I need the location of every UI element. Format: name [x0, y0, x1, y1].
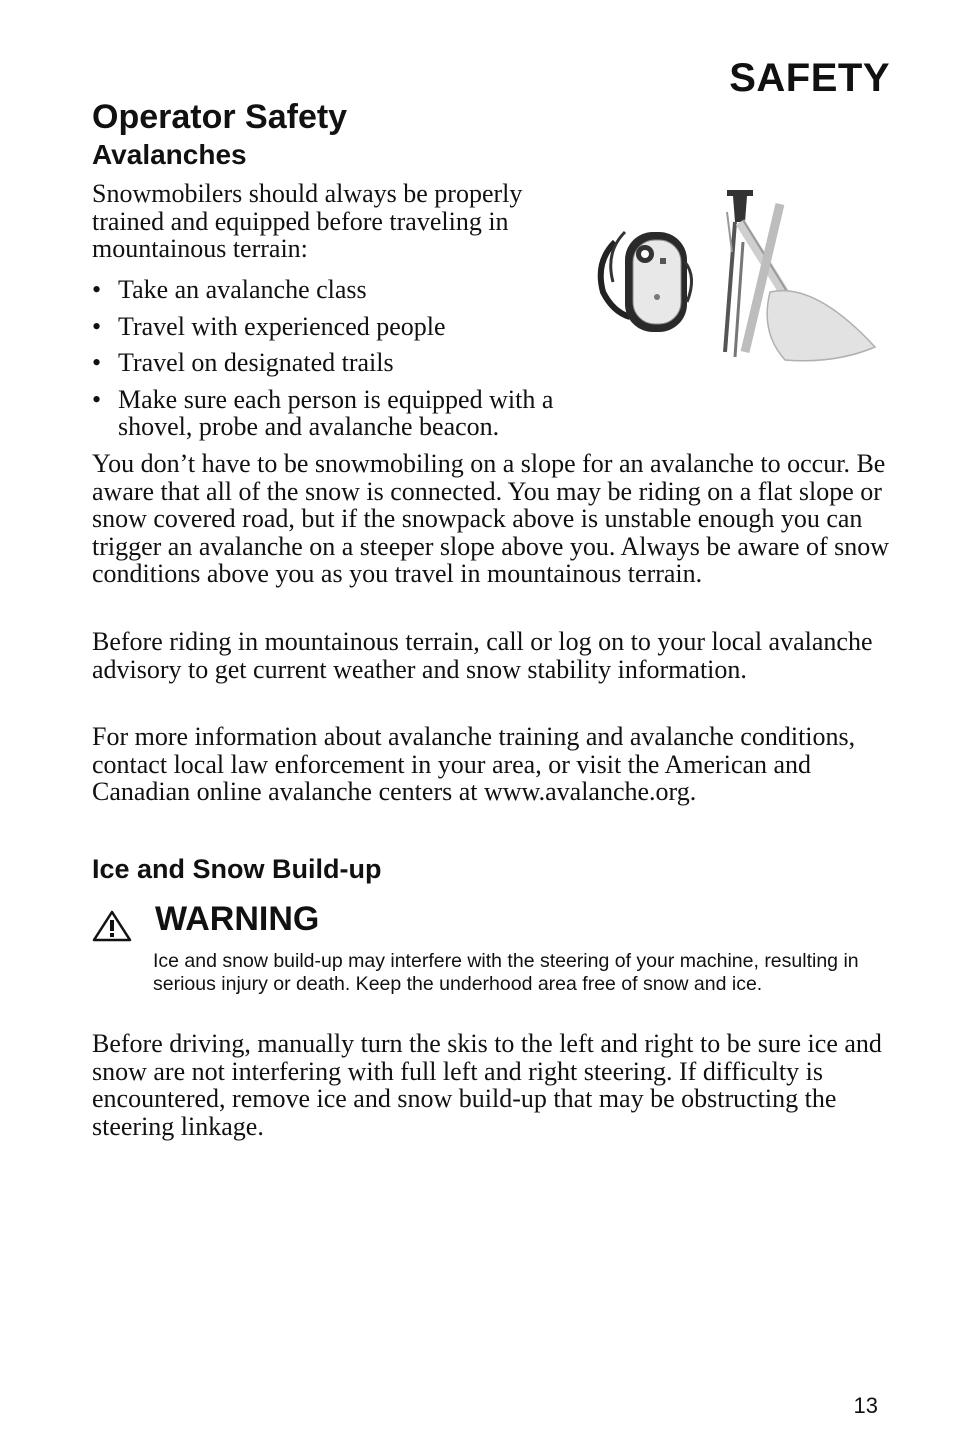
intro-paragraph: Snowmobilers should always be properly trained and equipped before traveling in mountainous terrain: — [92, 179, 523, 263]
warning-title: WARNING — [155, 900, 320, 938]
warning-triangle-icon — [92, 910, 132, 942]
avalanche-equipment-illustration — [585, 182, 880, 362]
section-header: SAFETY — [729, 56, 890, 100]
bullet-text: Take an avalanche class — [118, 275, 367, 304]
paragraph-more-information: For more information about avalanche training and avalanche conditions, contact local law enforcement in your area, or visit the American and Canadian online avalanche centers at www.avalanche.org. — [92, 722, 856, 806]
heading-operator-safety: Operator Safety — [92, 98, 348, 136]
list-item — [92, 386, 582, 441]
avalanche-beacon-icon — [601, 232, 692, 332]
list-item — [92, 313, 582, 341]
warning-text: Ice and snow build-up may interfere with the steering of your machine, resulting in serious injury or death. Keep the underhood area free of snow and ice. — [153, 950, 859, 995]
bullet-icon: • — [92, 311, 102, 341]
bullet-icon: • — [92, 384, 102, 414]
bullet-text: Travel on designated trails — [118, 348, 394, 377]
equipment-bullet-list — [92, 276, 582, 450]
heading-ice-and-snow-build-up: Ice and Snow Build-up — [92, 854, 382, 884]
probe-icon — [725, 212, 743, 357]
page-number: 13 — [853, 1393, 878, 1418]
heading-avalanches: Avalanches — [92, 139, 247, 170]
paragraph-avalanche-advisory: Before riding in mountainous terrain, call or log on to your local avalanche advisory to get current weather and snow stability information. — [92, 627, 873, 684]
list-item — [92, 276, 582, 304]
paragraph-slope-awareness: You don’t have to be snowmobiling on a slope for an avalanche to occur. Be aware that all of the snow is connected. You may be riding on a flat slope or snow covered road, but if the snowpack above is unstable enough you can trigger an avalanche on a steeper slope above you. Always be aware of snow conditions above you as you travel in mountainous terrain. — [92, 449, 890, 588]
bullet-icon: • — [92, 275, 102, 304]
bullet-icon: • — [92, 348, 102, 377]
list-item — [92, 349, 582, 377]
paragraph-steering-check: Before driving, manually turn the skis to the left and right to be sure ice and snow are not interfering with full left and right steering. If difficulty is encountered, remove ice and snow build-up that may be obstructing the steering linkage. — [92, 1029, 882, 1141]
bullet-text: Make sure each person is equipped with a shovel, probe and avalanche beacon. — [118, 384, 554, 441]
bullet-text: Travel with experienced people — [118, 311, 446, 341]
shovel-icon — [727, 190, 875, 361]
